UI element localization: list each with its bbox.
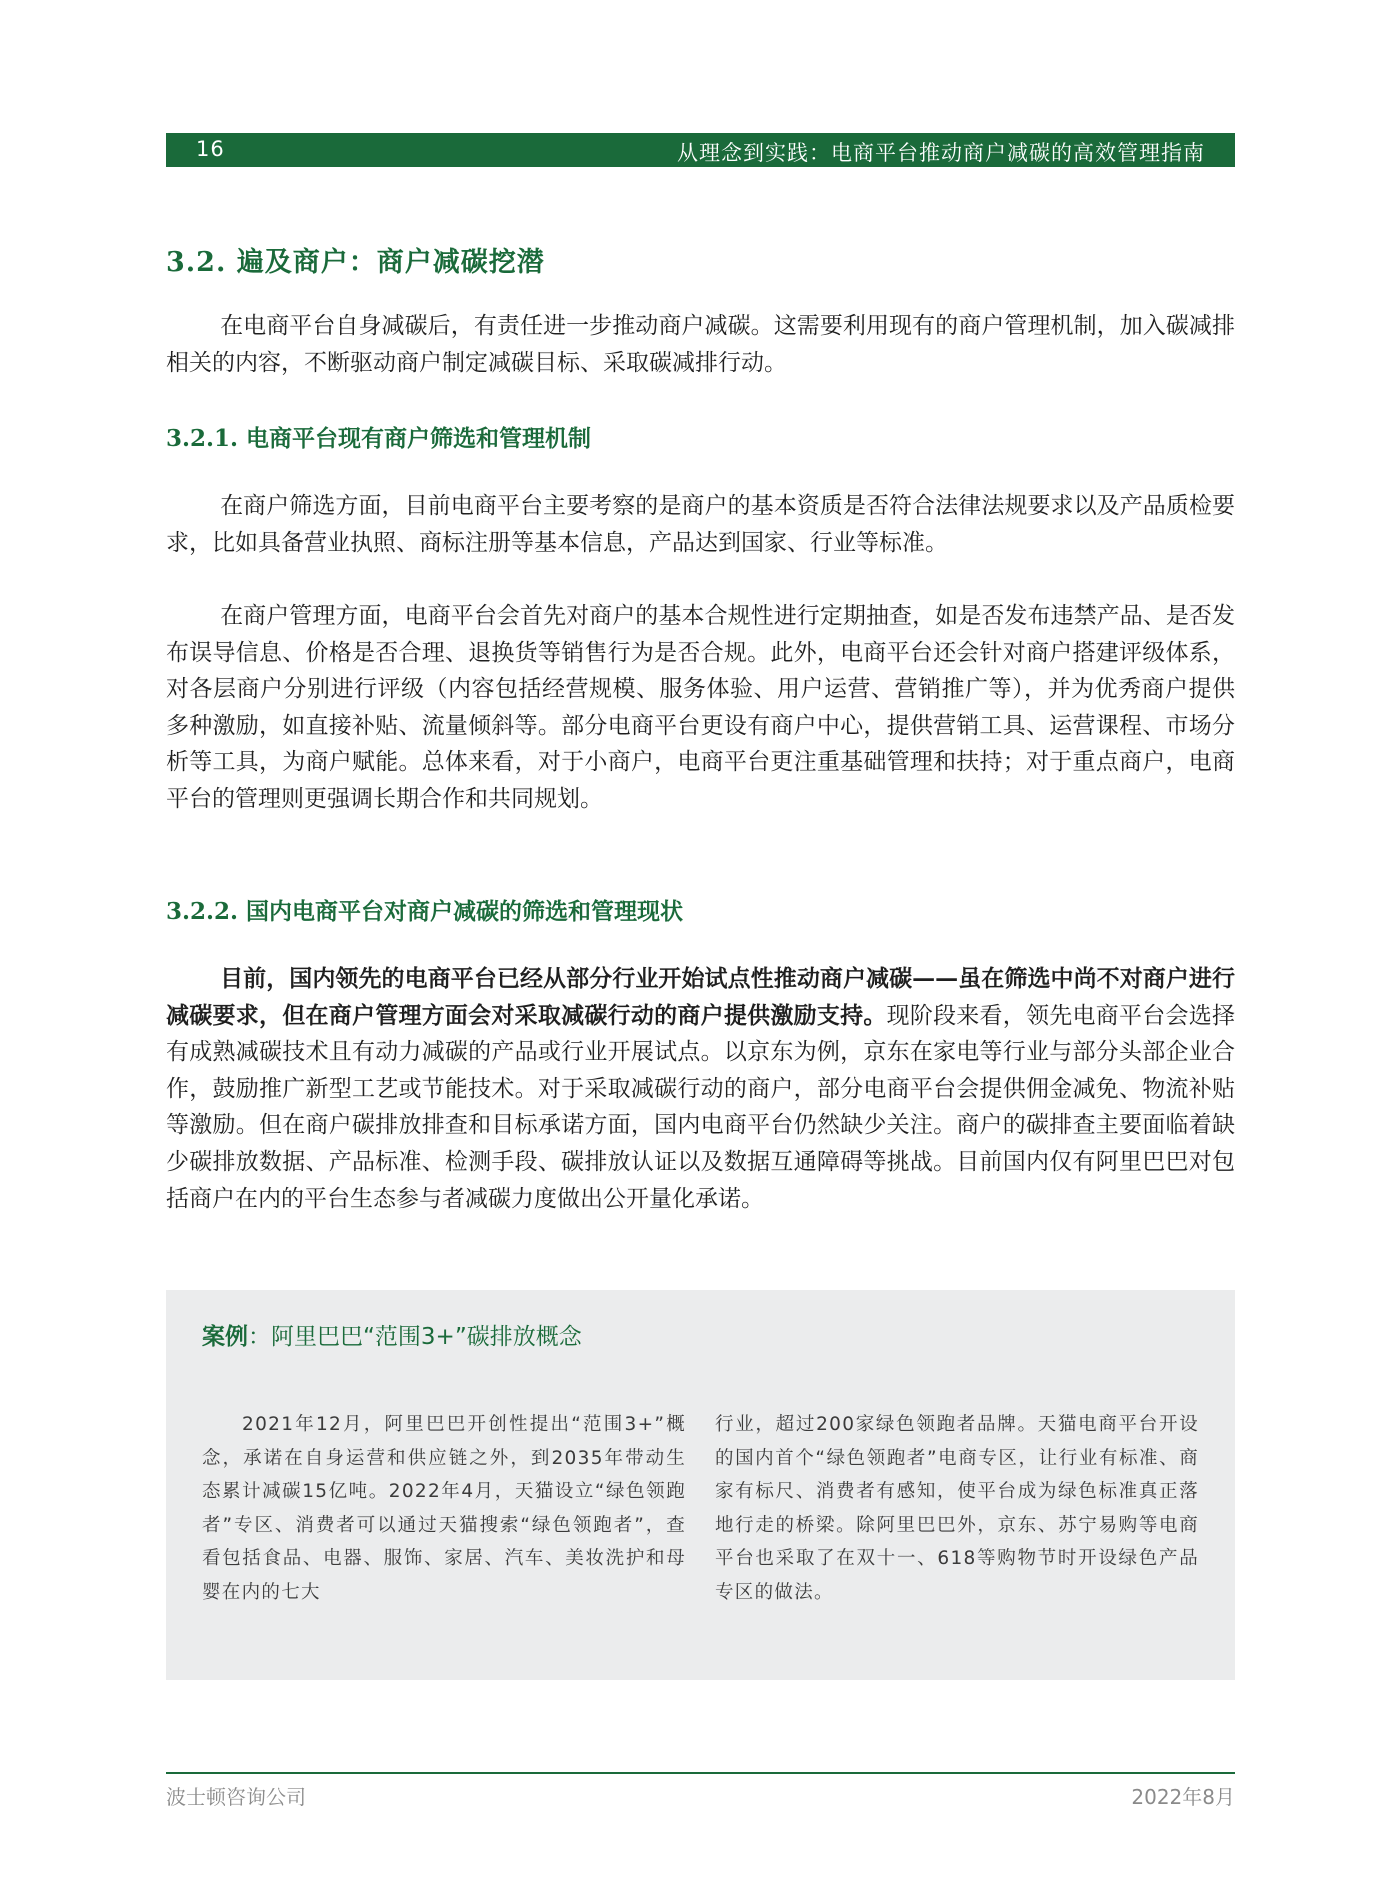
subsection-heading-3-2-2: 3.2.2. 国内电商平台对商户减碳的筛选和管理现状 <box>166 898 684 925</box>
domestic-status-bold-lead: 目前，国内领先的电商平台已经从部分行业开始试点性推动商户减碳——虽在筛选中尚不对商户进行减碳要求，但在商户管理方面会对采取减碳行动的商户提供激励支持。 <box>166 965 1235 1029</box>
case-title-text: ：阿里巴巴“范围3+”碳排放概念 <box>248 1324 582 1350</box>
domestic-status-paragraph <box>166 961 1235 1217</box>
footer-company: 波士顿咨询公司 <box>166 1785 306 1809</box>
merchant-screening-text: 在商户筛选方面，目前电商平台主要考察的是商户的基本资质是否符合法律法规要求以及产品质检要求，比如具备营业执照、商标注册等基本信息，产品达到国家、行业等标准。 <box>166 493 1235 556</box>
footer-date: 2022年8月 <box>1131 1785 1235 1809</box>
case-study-box <box>166 1290 1235 1680</box>
domestic-status-text: 现阶段来看，领先电商平台会选择有成熟减碳技术且有动力减碳的产品或行业开展试点。以京东为例，京东在家电等行业与部分头部企业合作，鼓励推广新型工艺或节能技术。对于采取减碳行动的商户，部分电商平台会提供佣金减免、物流补贴等激励。但在商户碳排放排查和目标承诺方面，国内电商平台仍然缺少关注。商户的碳排查主要面临着缺少碳排放数据、产品标准、检测手段、碳排放认证以及数据互通障碍等挑战。目前国内仅有阿里巴巴对包括商户在内的平台生态参与者减碳力度做出公开量化承诺。 <box>166 1002 1236 1212</box>
merchant-management-paragraph <box>166 598 1235 818</box>
merchant-screening-paragraph <box>166 488 1235 561</box>
case-column-right: 行业，超过200家绿色领跑者品牌。天猫电商平台开设的国内首个“绿色领跑者”电商专区，让行业有标准、商家有标尺、消费者有感知，使平台成为绿色标准真正落地行走的桥梁。除阿里巴巴外，京东、苏宁易购等电商平台也采取了在双十一、618等购物节时开设绿色产品专区的做法。 <box>715 1414 1199 1603</box>
page-number: 16 <box>196 137 225 161</box>
document-title: 从理念到实践：电商平台推动商户减碳的高效管理指南 <box>677 141 1205 165</box>
section-intro-paragraph <box>166 308 1235 381</box>
section-intro-text: 在电商平台自身减碳后，有责任进一步推动商户减碳。这需要利用现有的商户管理机制，加入碳减排相关的内容，不断驱动商户制定减碳目标、采取碳减排行动。 <box>166 313 1235 376</box>
section-heading: 3.2. 遍及商户：商户减碳挖潜 <box>166 247 545 278</box>
case-label: 案例 <box>202 1324 248 1350</box>
case-study-title <box>202 1318 582 1351</box>
subsection-heading-3-2-1: 3.2.1. 电商平台现有商户筛选和管理机制 <box>166 425 592 452</box>
page-header-bar <box>166 133 1235 167</box>
case-column-left <box>202 1408 686 1609</box>
footer-divider <box>166 1772 1235 1774</box>
case-left-text: 2021年12月，阿里巴巴开创性提出“范围3+”概念，承诺在自身运营和供应链之外，到2035年带动生态累计减碳15亿吨。2022年4月，天猫设立“绿色领跑者”专区、消费者可以通过天猫搜索“绿色领跑者”，查看包括食品、电器、服饰、家居、汽车、美妆洗护和母婴在内的七大 <box>202 1414 686 1603</box>
merchant-management-text: 在商户管理方面，电商平台会首先对商户的基本合规性进行定期抽查，如是否发布违禁产品、是否发布误导信息、价格是否合理、退换货等销售行为是否合规。此外，电商平台还会针对商户搭建评级体系，对各层商户分别进行评级（内容包括经营规模、服务体验、用户运营、营销推广等），并为优秀商户提供多种激励，如直接补贴、流量倾斜等。部分电商平台更设有商户中心，提供营销工具、运营课程、市场分析等工具，为商户赋能。总体来看，对于小商户，电商平台更注重基础管理和扶持；对于重点商户，电商平台的管理则更强调长期合作和共同规划。 <box>166 603 1235 812</box>
